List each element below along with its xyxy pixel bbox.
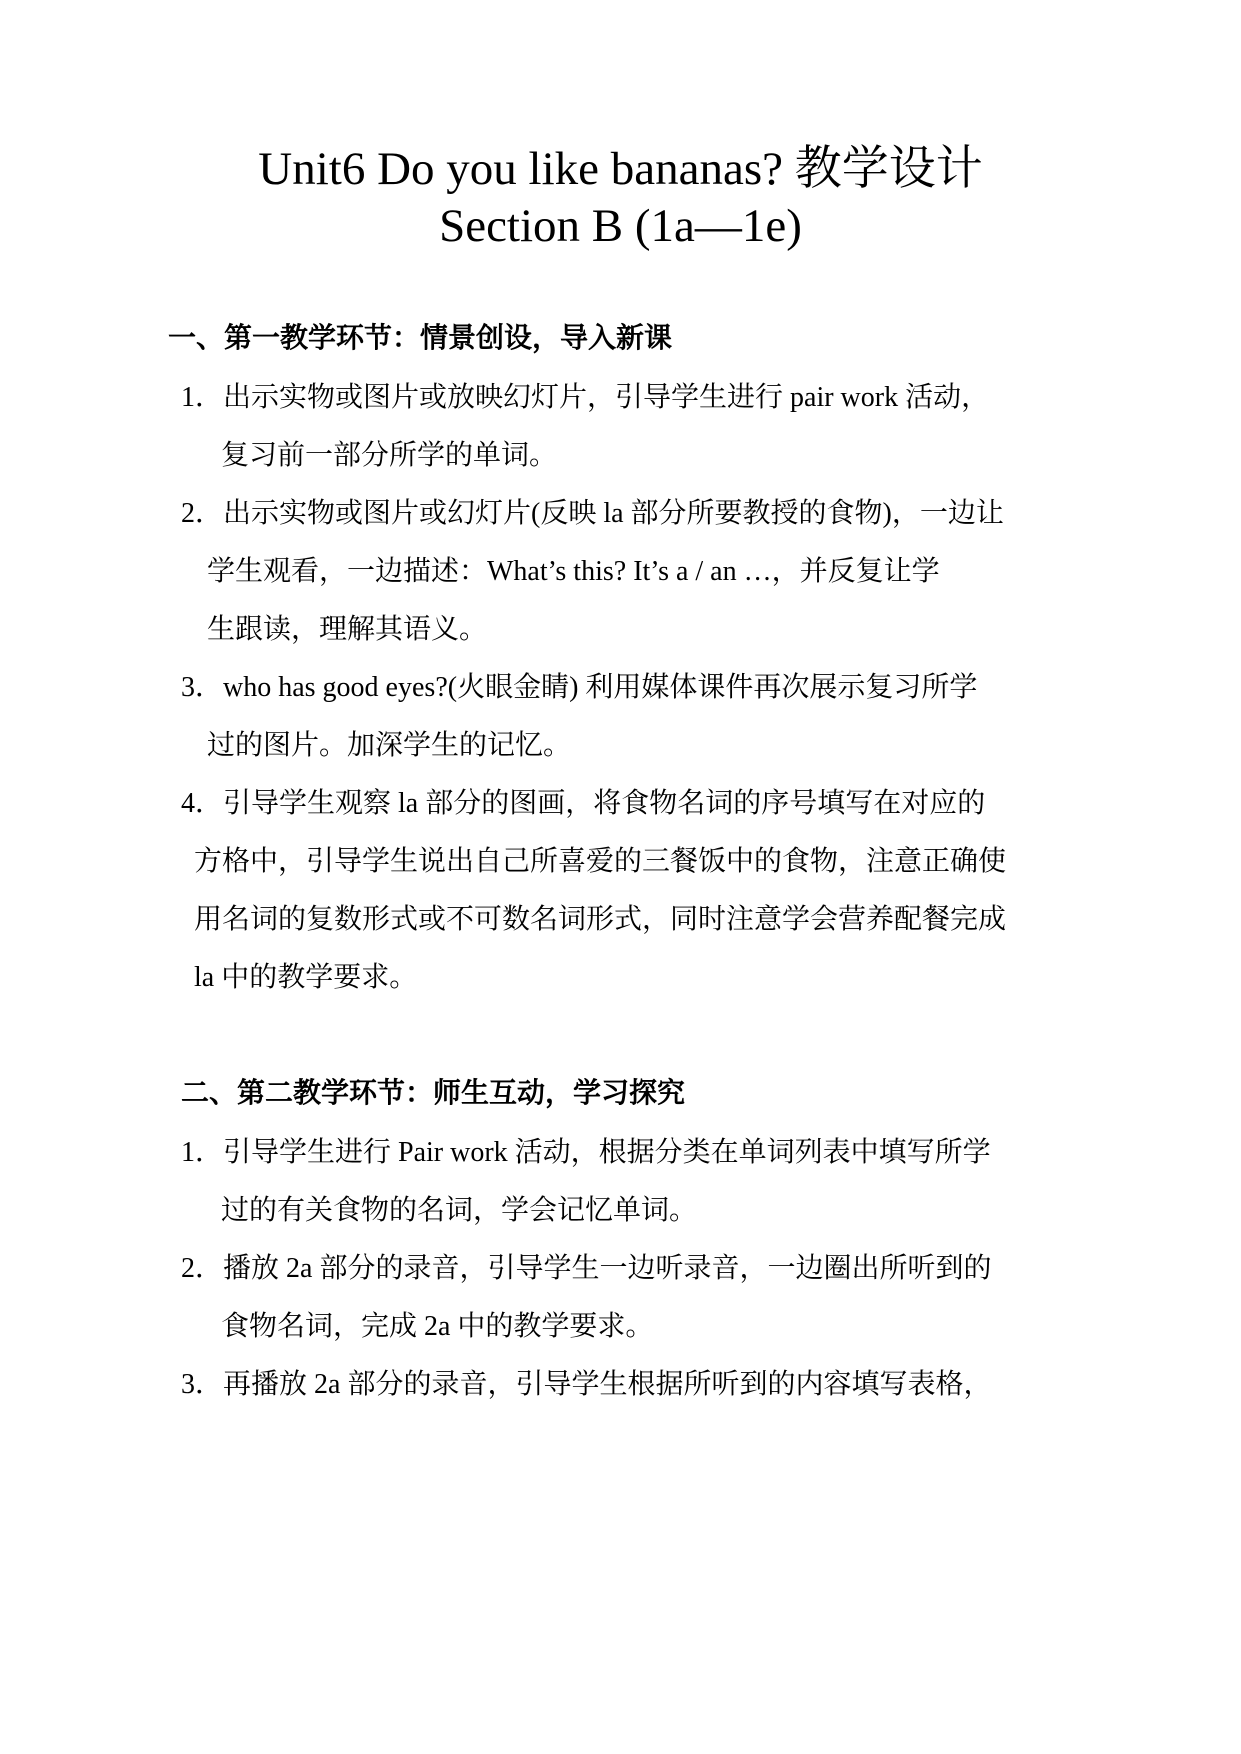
item-text: 播放 2a 部分的录音，引导学生一边听录音，一边圈出所听到的 xyxy=(223,1253,992,1284)
section-1-item-4-line-2: 方格中，引导学生说出自己所喜爱的三餐饭中的食物，注意正确使 xyxy=(194,846,1007,877)
item-number: 2． xyxy=(181,1253,224,1284)
section-1-heading: 一、第一教学环节：情景创设，导入新课 xyxy=(168,323,673,354)
section-1-item-1-line-1 xyxy=(181,384,989,412)
item-number: 3． xyxy=(181,1369,224,1400)
section-1-item-1-line-2: 复习前一部分所学的单词。 xyxy=(221,440,558,471)
section-2-item-2-line-2: 食物名词，完成 2a 中的教学要求。 xyxy=(221,1311,654,1342)
section-1-item-2-line-2: 学生观看，一边描述：What’s this? It’s a / an …，并反复让学 xyxy=(207,556,940,587)
item-number: 4． xyxy=(181,788,224,819)
item-text: 出示实物或图片或放映幻灯片，引导学生进行 pair work 活动， xyxy=(223,382,990,413)
section-1-item-2-line-3: 生跟读，理解其语义。 xyxy=(207,614,488,645)
item-text: who has good eyes?(火眼金睛) 利用媒体课件再次展示复习所学 xyxy=(223,672,978,703)
item-number: 3． xyxy=(181,672,224,703)
section-2-heading: 二、第二教学环节：师生互动，学习探究 xyxy=(181,1078,686,1109)
section-2-item-1-line-1 xyxy=(181,1139,991,1167)
section-2-item-3-line-1 xyxy=(181,1371,991,1399)
section-2-item-2-line-1 xyxy=(181,1255,991,1283)
section-2-item-1-line-2: 过的有关食物的名词，学会记忆单词。 xyxy=(221,1195,698,1226)
item-text: 引导学生观察 la 部分的图画，将食物名词的序号填写在对应的 xyxy=(223,788,986,819)
section-1-item-4-line-4: la 中的教学要求。 xyxy=(194,962,418,993)
section-1-item-3-line-2: 过的图片。加深学生的记忆。 xyxy=(207,730,572,761)
section-1-item-4-line-3: 用名词的复数形式或不可数名词形式，同时注意学会营养配餐完成 xyxy=(194,904,1007,935)
item-number: 2． xyxy=(181,498,224,529)
section-1-item-3-line-1 xyxy=(181,674,977,702)
item-number: 1． xyxy=(181,382,224,413)
document-title-line-2: Section B (1a—1e) xyxy=(439,200,802,252)
item-number: 1． xyxy=(181,1137,224,1168)
item-text: 引导学生进行 Pair work 活动，根据分类在单词列表中填写所学 xyxy=(223,1137,991,1168)
item-text: 出示实物或图片或幻灯片(反映 la 部分所要教授的食物)，一边让 xyxy=(223,498,1004,529)
section-1-item-2-line-1 xyxy=(181,500,1004,528)
section-1-item-4-line-1 xyxy=(181,790,985,818)
item-text: 再播放 2a 部分的录音，引导学生根据所听到的内容填写表格， xyxy=(223,1369,992,1400)
document-title-line-1: Unit6 Do you like bananas? 教学设计 xyxy=(258,143,983,195)
